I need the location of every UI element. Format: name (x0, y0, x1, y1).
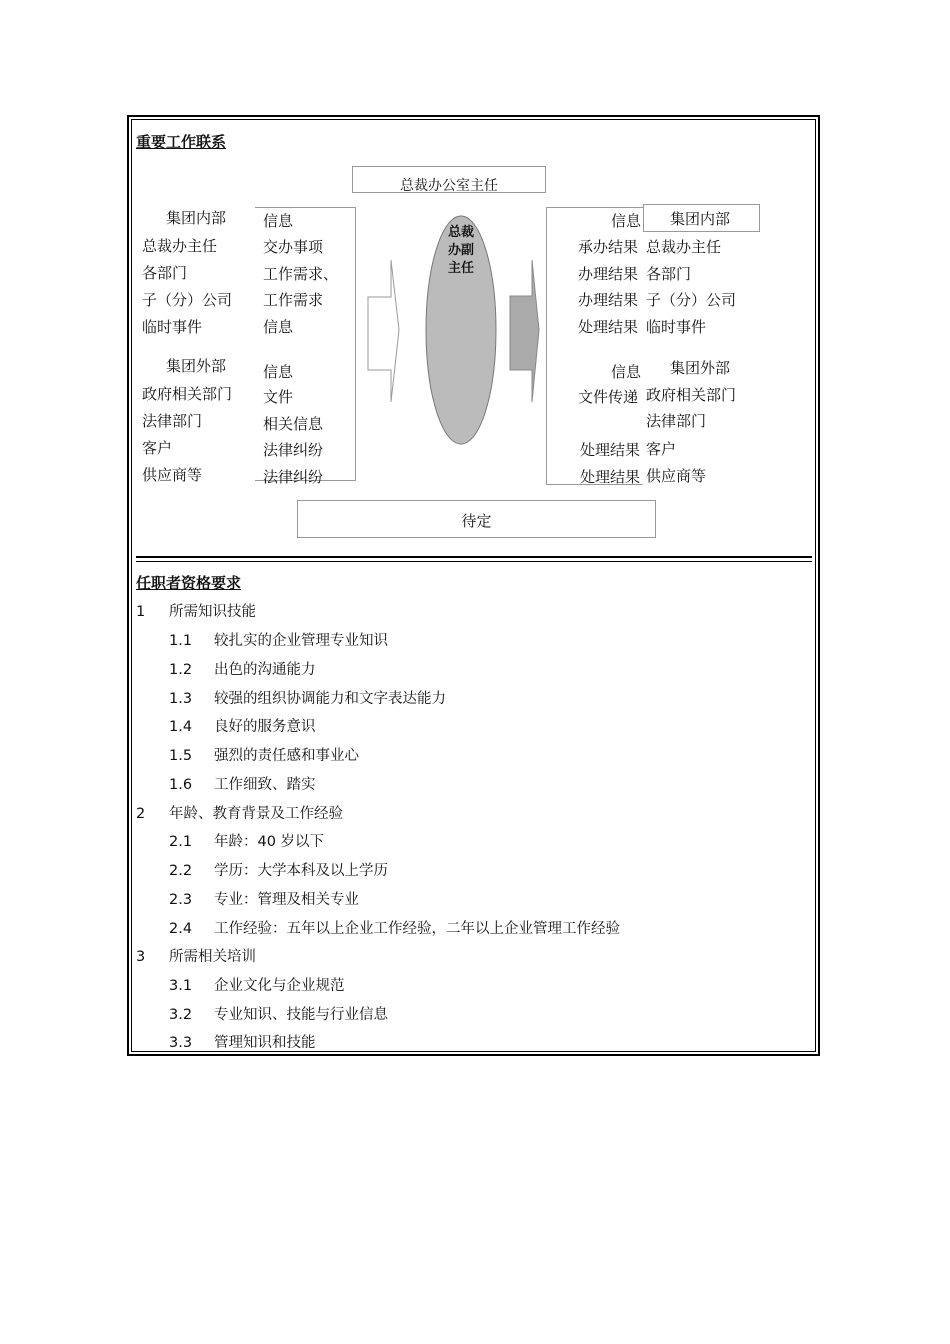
right-internal-header: 集团内部 (670, 210, 731, 228)
left-item: 信息 (263, 212, 294, 230)
right-arrow-filled (510, 260, 539, 402)
left-item: 相关信息 (263, 415, 324, 433)
right-item: 处理结果 (580, 441, 641, 459)
right-item: 信息 (611, 212, 642, 230)
qual-line-1-6: 1.6 工作细致、踏实 (169, 777, 316, 793)
qual-line-2-1: 2.1 年龄：40 岁以下 (169, 834, 325, 850)
qual-line-3-2: 3.2 专业知识、技能与行业信息 (169, 1007, 388, 1023)
section-title-qualifications: 任职者资格要求 (136, 574, 242, 592)
section-separator (136, 561, 812, 562)
right-item: 承办结果 (578, 238, 639, 256)
right-item: 处理结果 (580, 468, 641, 486)
left-item: 信息 (263, 318, 294, 336)
top-box-director (352, 166, 546, 193)
qual-line-1-1: 1.1 较扎实的企业管理专业知识 (169, 633, 388, 649)
left-party: 子（分）公司 (142, 291, 233, 309)
left-item: 法律纠纷 (263, 468, 324, 486)
qual-line-1-2: 1.2 出色的沟通能力 (169, 662, 316, 678)
left-item: 法律纠纷 (263, 441, 324, 459)
qual-line-2-3: 2.3 专业：管理及相关专业 (169, 892, 359, 908)
top-box-label: 总裁办公室主任 (400, 178, 498, 193)
section-separator (136, 556, 812, 558)
center-label: 总裁办副主任 (447, 225, 474, 276)
section-title-work-relations: 重要工作联系 (136, 133, 227, 151)
qual-line-2: 2 年龄、教育背景及工作经验 (136, 806, 343, 822)
left-party: 政府相关部门 (142, 385, 233, 403)
qual-line-1-5: 1.5 强烈的责任感和事业心 (169, 748, 359, 764)
bottom-box-label: 待定 (461, 512, 492, 530)
right-item: 办理结果 (578, 265, 639, 283)
left-arrow-outline (368, 260, 399, 402)
right-party: 供应商等 (646, 467, 707, 485)
right-party: 政府相关部门 (646, 386, 737, 404)
left-party: 客户 (142, 439, 173, 457)
right-item: 信息 (611, 363, 642, 381)
right-external-header: 集团外部 (670, 359, 731, 377)
right-party: 法律部门 (646, 412, 707, 430)
right-item: 文件传递 (578, 388, 639, 406)
left-external-header: 集团外部 (166, 357, 227, 375)
right-party: 客户 (646, 440, 677, 458)
left-party: 临时事件 (142, 318, 203, 336)
left-party: 各部门 (142, 264, 188, 282)
qual-line-1: 1 所需知识技能 (136, 604, 256, 620)
right-party: 子（分）公司 (646, 291, 737, 309)
right-party: 临时事件 (646, 318, 707, 336)
qual-line-1-4: 1.4 良好的服务意识 (169, 719, 316, 735)
left-party: 总裁办主任 (142, 237, 218, 255)
bottom-box-pending (297, 500, 656, 538)
left-item: 信息 (263, 363, 294, 381)
left-party: 法律部门 (142, 412, 203, 430)
qual-line-3-3: 3.3 管理知识和技能 (169, 1035, 316, 1051)
qual-line-2-4: 2.4 工作经验：五年以上企业工作经验，二年以上企业管理工作经验 (169, 921, 620, 937)
left-internal-header: 集团内部 (166, 209, 227, 227)
right-party: 各部门 (646, 265, 692, 283)
right-party: 总裁办主任 (646, 238, 722, 256)
qual-line-3: 3 所需相关培训 (136, 949, 256, 965)
qual-line-2-2: 2.2 学历：大学本科及以上学历 (169, 863, 388, 879)
left-item: 交办事项 (263, 238, 324, 256)
left-item: 文件 (263, 388, 294, 406)
left-item: 工作需求 (263, 291, 324, 309)
left-party: 供应商等 (142, 466, 203, 484)
qual-line-1-3: 1.3 较强的组织协调能力和文字表达能力 (169, 691, 446, 707)
qual-line-3-1: 3.1 企业文化与企业规范 (169, 978, 345, 994)
right-item: 办理结果 (578, 291, 639, 309)
left-item: 工作需求、 (263, 265, 339, 283)
right-item: 处理结果 (578, 318, 639, 336)
right-internal-header-box (643, 204, 760, 232)
